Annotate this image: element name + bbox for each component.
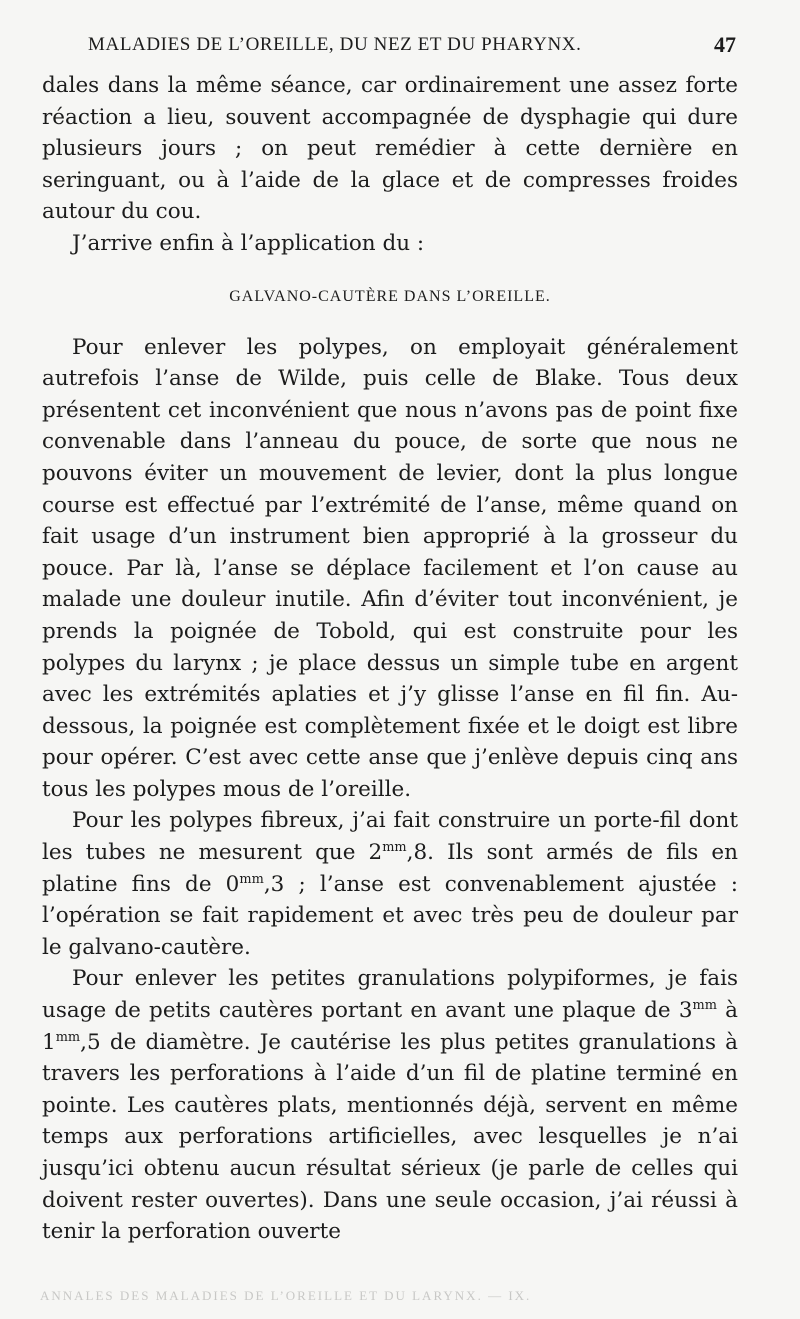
unit-superscript: mm [692,997,717,1013]
text-segment: ,5 de diamètre. Je cautérise les plus petites granulations à travers les perforations à l’aide d’un fil de platine terminé en pointe. Les cautères plats, mentionnés déjà, servent en même temps aux perforations artificielles, avec lesquelles je n’ai jusqu’ici obtenu aucun résultat sérieux (je parle de celles qui doivent rester ouvertes). Dans une seule occasion, j’ai réussi à tenir la perforation ouverte [42,1029,738,1245]
paragraph-intro: J’arrive enfin à l’application du : [72,230,425,256]
body-text [42,70,738,1248]
page-number: 47 [714,32,736,57]
paragraph-continuation: dales dans la même séance, car ordinairement une assez forte réaction a lieu, souvent accompagnée de dysphagie qui dure plusieurs jours ; on peut remédier à cette dernière en seringuant, ou à l’aide de la glace et de compresses froides autour du cou. [42,73,738,225]
running-header [88,34,740,64]
text-segment: Pour les polypes fibreux, j’ai fait construire un porte-fil dont les tubes ne mesurent que 2 [42,808,738,866]
text-segment: ,8. Ils sont armés de fils en platine fins de 0 [42,840,738,897]
unit-superscript: mm [239,871,264,887]
section-heading: GALVANO-CAUTÈRE DANS L’OREILLE. [229,287,551,305]
unit-superscript: mm [55,1029,81,1045]
text-segment: à 1 [42,998,738,1055]
paragraph-polypes-fibreux [42,805,738,963]
text-segment: ,3 ; l’anse est convenablement ajustée : l’opération se fait rapidement et avec très peu de douleur par le galvano-cautère. [42,871,738,960]
text-segment: Pour enlever les petites granulations polypiformes, je fais usage de petits cautères portant en avant une plaque de 3 [42,966,738,1024]
bleed-through-footer: ANNALES DES MALADIES DE L’OREILLE ET DU LARYNX. — IX. [40,1288,532,1303]
paragraph-granulations [42,963,738,1247]
unit-superscript: mm [382,839,407,855]
running-title: MALADIES DE L’OREILLE, DU NEZ ET DU PHARYNX. [88,34,582,55]
paragraph-polypes: Pour enlever les polypes, on employait généralement autrefois l’anse de Wilde, puis celle de Blake. Tous deux présentent cet inconvénient que nous n’avons pas de point fixe convenable dans l’anneau du pouce, de sorte que nous ne pouvons éviter un mouvement de levier, dont la plus longue course est effectué par l’extrémité de l’anse, même quand on fait usage d’un instrument bien approprié à la grosseur du pouce. Par là, l’anse se déplace facilement et l’on cause au malade une douleur inutile. Afin d’éviter tout inconvénient, je prends la poignée de Tobold, qui est construite pour les polypes du larynx ; je place dessus un simple tube en argent avec les extrémités aplaties et j’y glisse l’anse en fil fin. Au-dessous, la poignée est complètement fixée et le doigt est libre pour opérer. C’est avec cette anse que j’enlève depuis cinq ans tous les polypes mous de l’oreille. [42,334,738,802]
